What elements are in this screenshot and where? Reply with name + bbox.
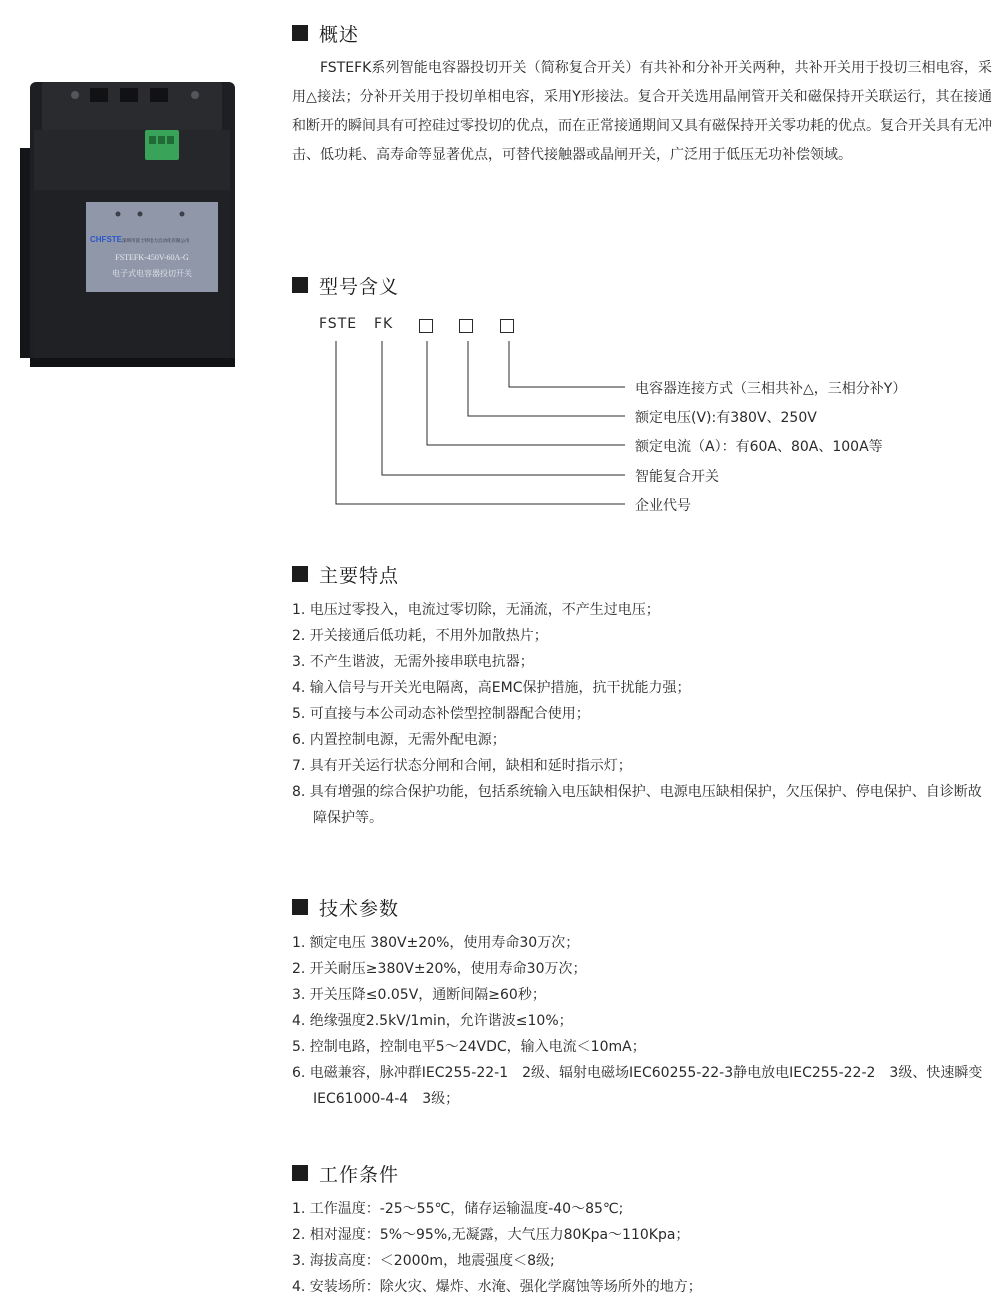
overview-title: 概述 <box>319 23 360 46</box>
label-panel <box>86 202 218 292</box>
model-desc-connection: 电容器连接方式（三相共补△，三相分补Y） <box>635 381 907 397</box>
list-item: 6. 电磁兼容，脉冲群IEC255-22-1 2级、辐射电磁场IEC60255-22-3静电放电IEC255-22-2 3级、快速瞬变IEC61000-4-4 3级； <box>292 1065 983 1107</box>
tech-heading <box>292 894 992 920</box>
conditions-section <box>292 1160 992 1300</box>
model-desc-switch: 智能复合开关 <box>635 469 719 485</box>
square-bullet-icon <box>292 1165 308 1181</box>
list-item: 1. 电压过零投入，电流过零切除，无涌流，不产生过电压； <box>292 602 660 618</box>
device-brand: CHFSTE <box>90 235 122 244</box>
device-model-label: FSTEFK-450V-60A-G <box>115 253 189 262</box>
list-item: 2. 开关耐压≥380V±20%，使用寿命30万次； <box>292 961 587 977</box>
list-item: 1. 工作温度：-25～55℃，储存运输温度-40～85℃; <box>292 1201 624 1217</box>
overview-section <box>292 20 992 170</box>
model-desc-company: 企业代号 <box>635 498 691 514</box>
features-list <box>292 597 992 831</box>
list-item: 3. 开关压降≤0.05V，通断间隔≥60秒； <box>292 987 546 1003</box>
model-heading <box>292 272 992 298</box>
conditions-heading <box>292 1160 992 1186</box>
list-item: 8. 具有增强的综合保护功能，包括系统输入电压缺相保护、电源电压缺相保护，欠压保护、停电保护、自诊断故障保护等。 <box>292 784 982 826</box>
list-item: 4. 绝缘强度2.5kV/1min，允许谐波≤10%； <box>292 1013 573 1029</box>
conditions-list <box>292 1196 992 1300</box>
overview-heading <box>292 20 992 46</box>
list-item: 4. 安装场所：除火灾、爆炸、水淹、强化学腐蚀等场所外的地方； <box>292 1279 702 1295</box>
square-bullet-icon <box>292 25 308 41</box>
model-section <box>292 272 992 298</box>
model-title: 型号含义 <box>319 275 400 298</box>
list-item: 2. 相对湿度：5%～95%,无凝露，大气压力80Kpa～110Kpa； <box>292 1227 690 1243</box>
indicator-light <box>180 212 185 217</box>
conditions-title: 工作条件 <box>319 1163 400 1186</box>
model-diagram <box>292 305 992 525</box>
tech-list <box>292 930 992 1112</box>
list-item: 4. 输入信号与开关光电隔离，高EMC保护措施，抗干扰能力强； <box>292 680 691 696</box>
device-company: 深圳市富士特电力自动化有限公司 <box>122 239 190 244</box>
square-bullet-icon <box>292 899 308 915</box>
list-item: 3. 不产生谐波，无需外接串联电抗器； <box>292 654 534 670</box>
indicator-light <box>138 212 143 217</box>
square-bullet-icon <box>292 277 308 293</box>
indicator-light <box>116 212 121 217</box>
model-desc-voltage: 额定电压(V):有380V、250V <box>635 410 817 426</box>
list-item: 5. 控制电路，控制电平5～24VDC，输入电流＜10mA； <box>292 1039 646 1055</box>
square-bullet-icon <box>292 566 308 582</box>
list-item: 5. 可直接与本公司动态补偿型控制器配合使用； <box>292 706 590 722</box>
terminal-block <box>145 130 179 160</box>
device-name-label: 电子式电容器投切开关 <box>112 269 192 278</box>
tech-section <box>292 894 992 1112</box>
overview-text: FSTEFK系列智能电容器投切开关（简称复合开关）有共补和分补开关两种，共补开关用于投切三相电容，采用△接法；分补开关用于投切单相电容，采用Y形接法。复合开关选用晶闸管开关和磁保持开关联运行，其在接通和断开的瞬间具有可控硅过零投切的优点，而在正常接通期间又具有磁保持开关零功耗的优点。复合开关具有无冲击、低功耗、高寿命等显著优点，可替代接触器或晶闸开关，广泛用于低压无功补偿领域。 <box>292 60 992 163</box>
product-photo <box>20 60 240 370</box>
tech-title: 技术参数 <box>319 897 400 920</box>
features-heading <box>292 561 992 587</box>
list-item: 6. 内置控制电源，无需外配电源； <box>292 732 506 748</box>
features-title: 主要特点 <box>319 564 400 587</box>
list-item: 1. 额定电压 380V±20%，使用寿命30万次； <box>292 935 580 951</box>
model-code-fk: FK <box>374 316 394 332</box>
list-item: 2. 开关接通后低功耗，不用外加散热片； <box>292 628 548 644</box>
list-item: 7. 具有开关运行状态分闸和合闸，缺相和延时指示灯； <box>292 758 632 774</box>
model-code-fste: FSTE <box>319 316 358 332</box>
list-item: 3. 海拔高度：＜2000m，地震强度＜8级; <box>292 1253 555 1269</box>
model-desc-current: 额定电流（A）：有60A、80A、100A等 <box>635 439 883 455</box>
features-section <box>292 561 992 831</box>
